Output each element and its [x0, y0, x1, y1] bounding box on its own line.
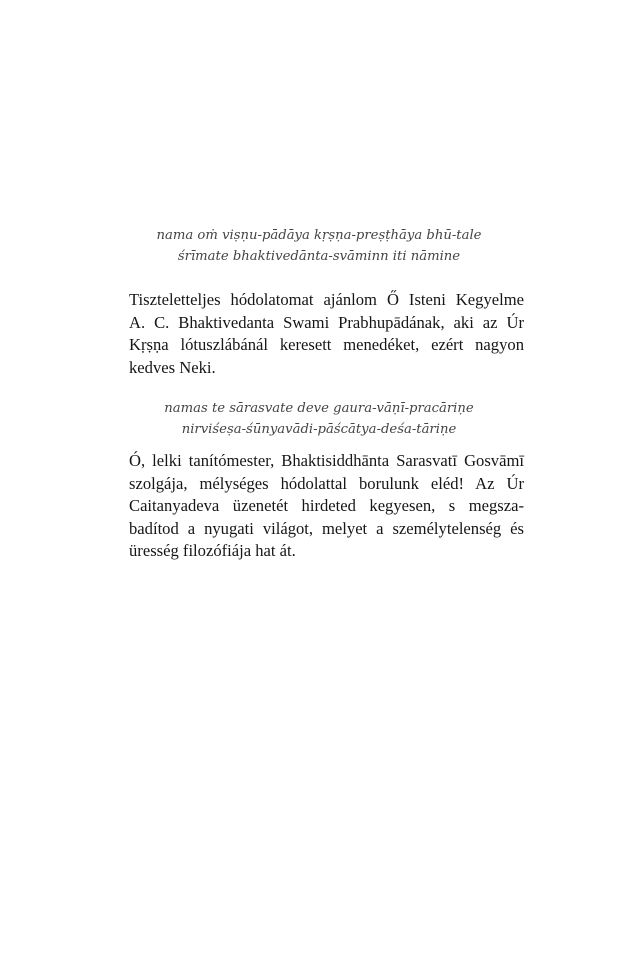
paragraph-line: A. C. Bhaktivedanta Swami Prabhupādának, aki az Úr [129, 312, 524, 332]
sanskrit-verse-1 [0, 225, 638, 267]
paragraph-line: Kṛṣṇa lótuszlábánál keresett menedéket, ezért nagyon [129, 335, 524, 354]
paragraph-line: üresség filozófiája hat át. [129, 541, 296, 560]
paragraph-line: Caitanyadeva üzenetét hirdeted kegyesen, s megsza- [129, 496, 524, 515]
paragraph-line: kedves Neki. [129, 357, 216, 377]
verse-line: namas te sārasvate deve gaura-vāṇī-pracāriṇe [164, 401, 474, 416]
verse-line: nirviśeṣa-śūnyavādi-pāścātya-deśa-tāriṇe [181, 422, 457, 437]
sanskrit-verse-2 [0, 398, 638, 440]
translation-paragraph-2 [129, 450, 524, 563]
paragraph-line: Tiszteletteljes hódolatomat ajánlom Ő Isteni Kegyelme [129, 290, 524, 309]
paragraph-line: badítod a nyugati világot, melyet a személytelenség és [129, 518, 524, 538]
verse-line: śrīmate bhaktivedānta-svāminn iti nāmine [177, 249, 461, 264]
paragraph-line: szolgája, mélységes hódolattal borulunk eléd! Az Úr [129, 473, 524, 493]
translation-paragraph-1 [129, 289, 524, 379]
paragraph-line: Ó, lelki tanítómester, Bhaktisiddhānta Sarasvatī Gosvāmī [129, 451, 524, 470]
verse-line: nama oṁ viṣṇu-pādāya kṛṣṇa-preṣṭhāya bhū-tale [156, 228, 482, 243]
